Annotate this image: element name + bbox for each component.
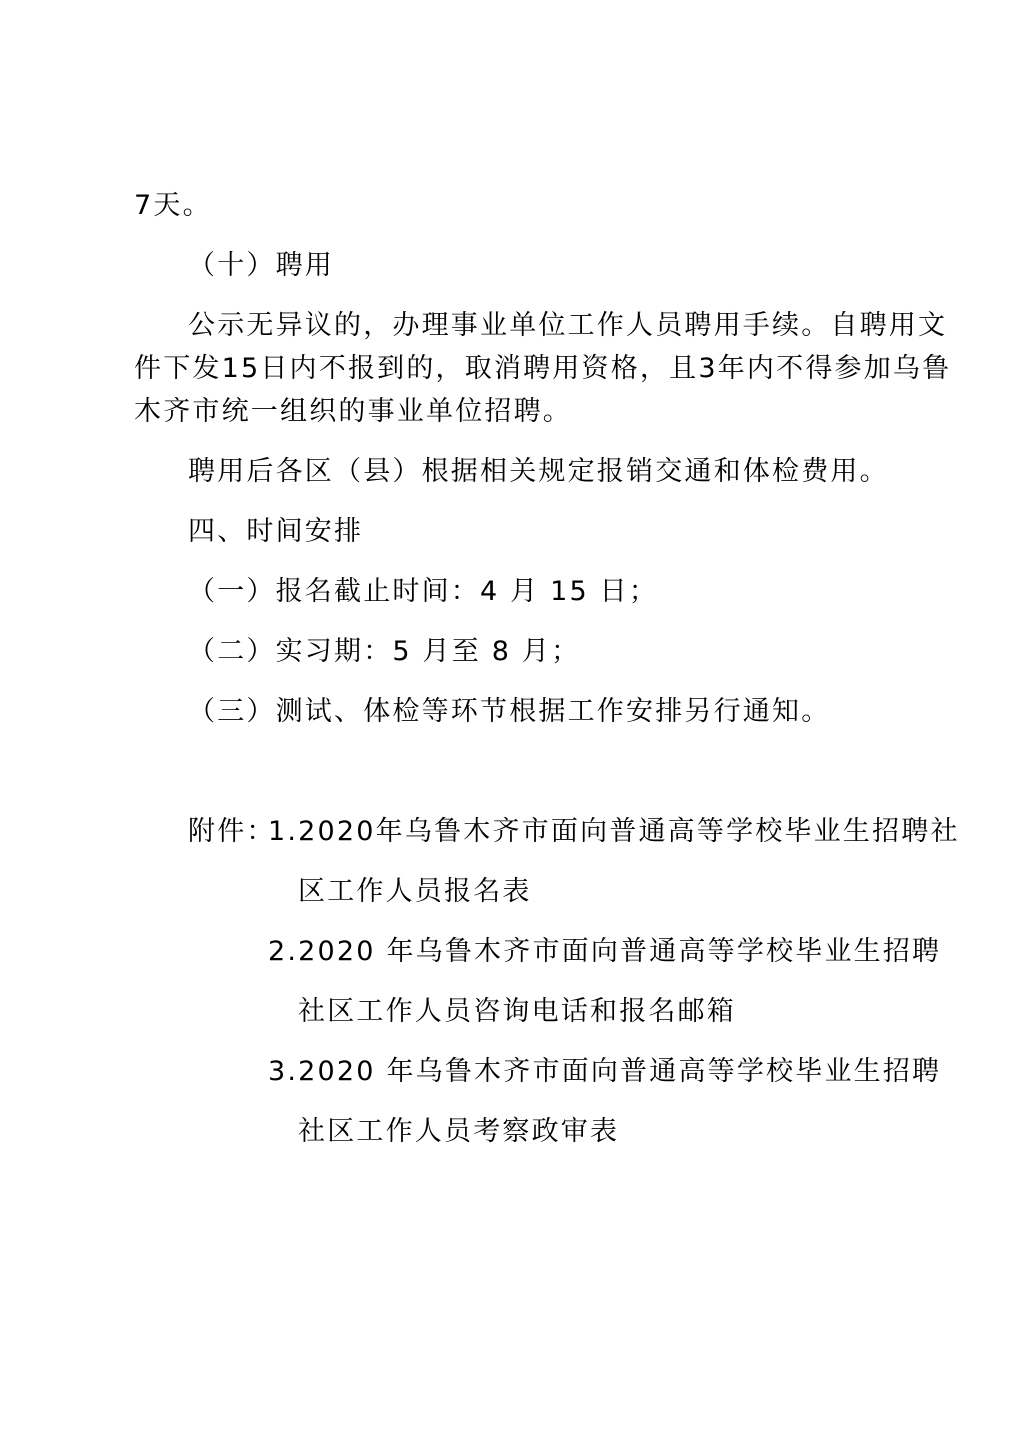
schedule-item-testing: （三）测试、体检等环节根据工作安排另行通知。 — [188, 696, 831, 727]
attachments-label: 附件： — [188, 816, 276, 847]
attachment-3-line-1: 3.2020 年乌鲁木齐市面向普通高等学校毕业生招聘 — [268, 1056, 942, 1087]
paragraph-employment-line-2: 件下发15日内不报到的，取消聘用资格，且3年内不得参加乌鲁 — [134, 353, 952, 384]
attachment-3-line-2: 社区工作人员考察政审表 — [298, 1116, 620, 1147]
paragraph-employment-line-1: 公示无异议的，办理事业单位工作人员聘用手续。自聘用文 — [188, 310, 948, 341]
schedule-item-internship: （二）实习期：5 月至 8 月； — [188, 636, 581, 667]
section-heading-employment: （十）聘用 — [188, 250, 334, 281]
schedule-item-deadline: （一）报名截止时间：4 月 15 日； — [188, 576, 659, 607]
paragraph-employment-line-3: 木齐市统一组织的事业单位招聘。 — [134, 396, 572, 427]
paragraph-reimbursement: 聘用后各区（县）根据相关规定报销交通和体检费用。 — [188, 456, 889, 487]
attachment-2-line-2: 社区工作人员咨询电话和报名邮箱 — [298, 996, 736, 1027]
attachment-1-line-2: 区工作人员报名表 — [298, 876, 532, 907]
attachment-1-line-1: 1.2020年乌鲁木齐市面向普通高等学校毕业生招聘社 — [268, 816, 960, 847]
section-heading-schedule: 四、时间安排 — [188, 516, 364, 547]
attachment-2-line-1: 2.2020 年乌鲁木齐市面向普通高等学校毕业生招聘 — [268, 936, 942, 967]
continuation-line: 7天。 — [134, 190, 212, 221]
